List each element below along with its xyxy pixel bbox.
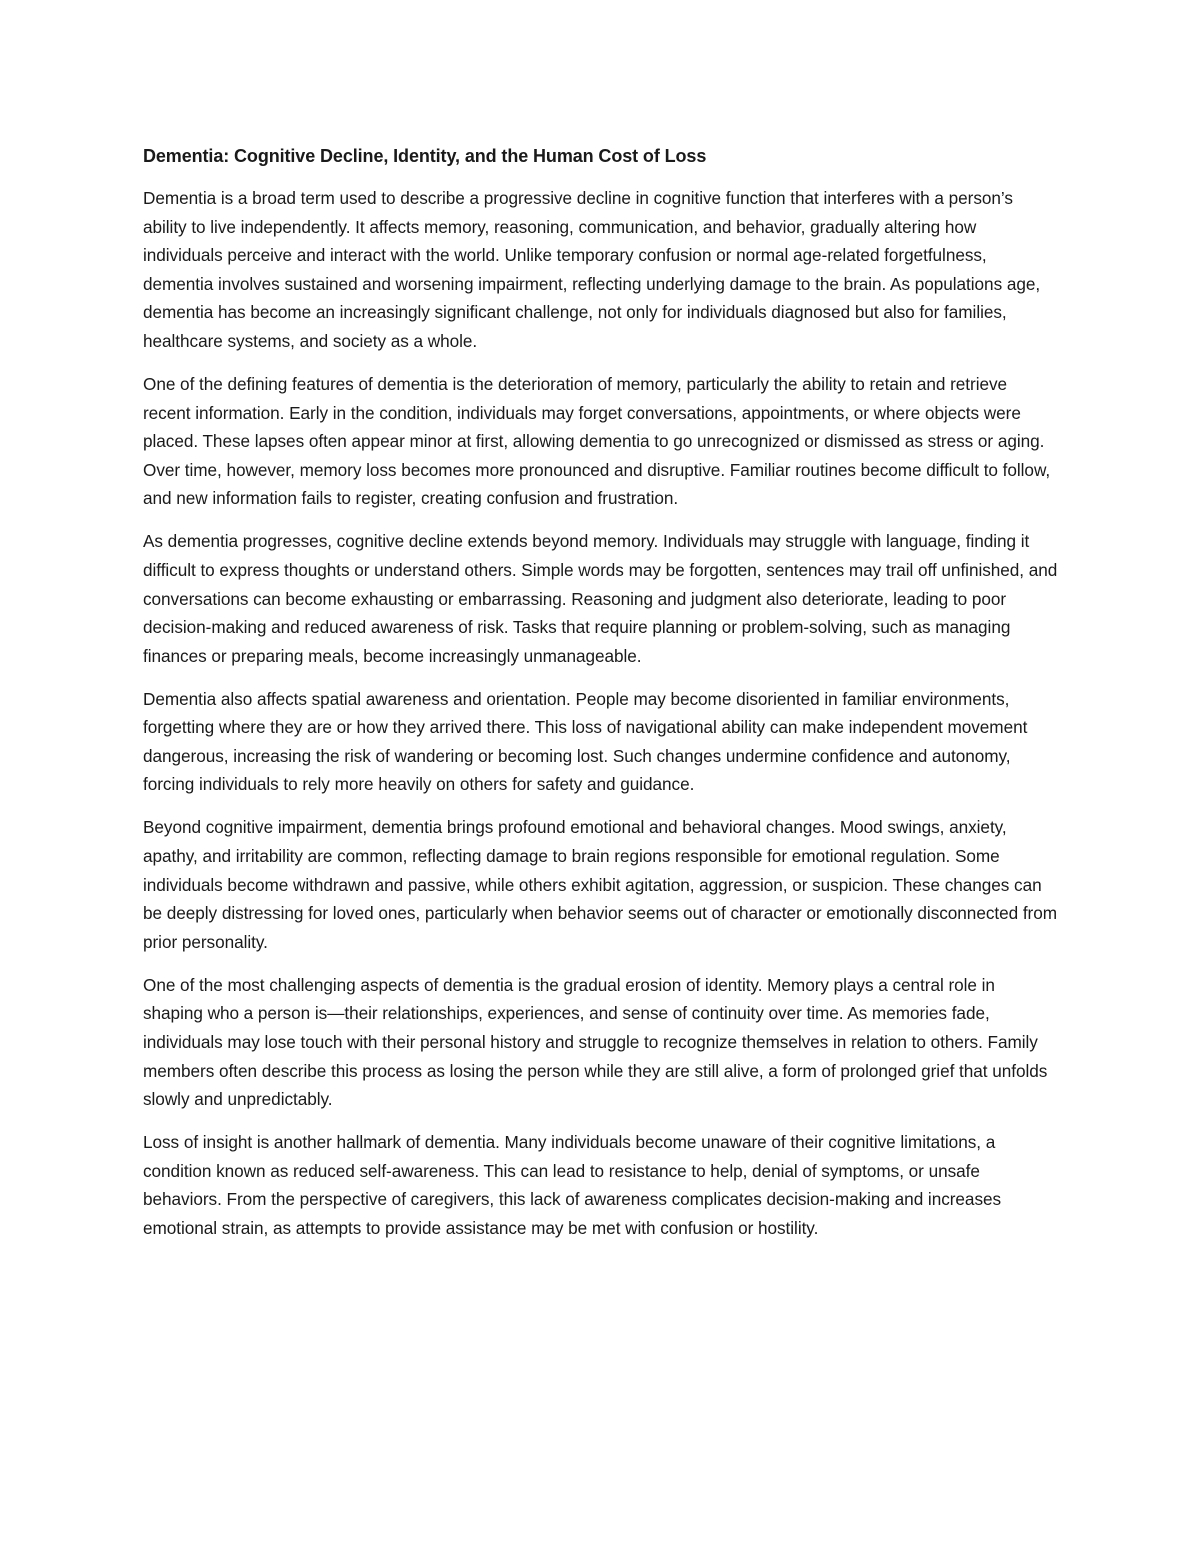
paragraph-4: Dementia also affects spatial awareness and orientation. People may become disoriented in familiar environments, forgetting where they are or how they arrived there. This loss of navigational ability can make independent movement dangerous, increasing the risk of wandering or becoming lost. Such changes undermine confidence and autonomy, forcing individuals to rely more heavily on others for safety and guidance.: [143, 688, 1028, 795]
document-body: [143, 142, 1059, 1257]
paragraph-1: Dementia is a broad term used to describe a progressive decline in cognitive function that interferes with a person’s ability to live independently. It affects memory, reasoning, communication, and behavior, gradually altering how individuals perceive and interact with the world. Unlike temporary confusion or normal age-related forgetfulness, dementia involves sustained and worsening impairment, reflecting underlying damage to the brain. As populations age, dementia has become an increasingly significant challenge, not only for individuals diagnosed but also for families, healthcare systems, and society as a whole.: [143, 188, 1041, 351]
paragraph-6: One of the most challenging aspects of dementia is the gradual erosion of identity. Memory plays a central role in shaping who a person is—their relationships, experiences, and sense of continuity over time. As memories fade, individuals may lose touch with their personal history and struggle to recognize themselves in relation to others. Family members often describe this process as losing the person while they are still alive, a form of prolonged grief that unfolds slowly and unpredictably.: [143, 974, 1048, 1110]
document-title: Dementia: Cognitive Decline, Identity, and the Human Cost of Loss: [143, 146, 707, 166]
paragraph-5: Beyond cognitive impairment, dementia brings profound emotional and behavioral changes. Mood swings, anxiety, apathy, and irritability are common, reflecting damage to brain regions responsible for emotional regulation. Some individuals become withdrawn and passive, while others exhibit agitation, aggression, or suspicion. These changes can be deeply distressing for loved ones, particularly when behavior seems out of character or emotionally disconnected from prior personality.: [143, 817, 1058, 952]
paragraph-7: Loss of insight is another hallmark of dementia. Many individuals become unaware of their cognitive limitations, a condition known as reduced self-awareness. This can lead to resistance to help, denial of symptoms, or unsafe behaviors. From the perspective of caregivers, this lack of awareness complicates decision-making and increases emotional strain, as attempts to provide assistance may be met with confusion or hostility.: [143, 1132, 1002, 1238]
paragraph-2: One of the defining features of dementia is the deterioration of memory, particularly the ability to retain and retrieve recent information. Early in the condition, individuals may forget conversations, appointments, or where objects were placed. These lapses often appear minor at first, allowing dementia to go unrecognized or dismissed as stress or aging. Over time, however, memory loss becomes more pronounced and disruptive. Familiar routines become difficult to follow, and new information fails to register, creating confusion and frustration.: [143, 373, 1051, 509]
paragraph-3: As dementia progresses, cognitive decline extends beyond memory. Individuals may struggle with language, finding it difficult to express thoughts or understand others. Simple words may be forgotten, sentences may trail off unfinished, and conversations can become exhausting or embarrassing. Reasoning and judgment also deteriorate, leading to poor decision-making and reduced awareness of risk. Tasks that require planning or problem-solving, such as managing finances or preparing meals, become increasingly unmanageable.: [143, 531, 1058, 666]
